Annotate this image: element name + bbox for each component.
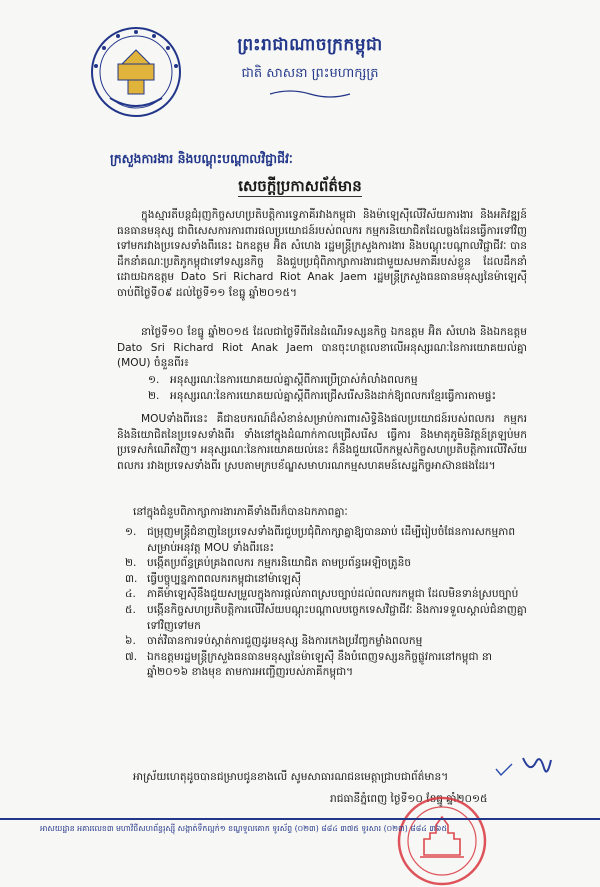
national-motto: ជាតិ សាសនា ព្រះមហាក្សត្រ xyxy=(241,66,379,81)
list-item: ២. បង្កើតប្រព័ន្ធគ្រប់គ្រងពលករ កម្មករនិយោជិត តាមប្រព័ន្ធអេឡិចត្រូនិច xyxy=(125,557,412,570)
official-seal-icon xyxy=(396,795,488,887)
paragraph-agreement-intro: នៅក្នុងជំនួបពិភាក្សាការងារភាគីទាំងពីរក៏បានឯកភាពគ្នាៈ xyxy=(133,506,348,518)
paragraph-signing: នាថ្ងៃទី១០ ខែធ្នូ ឆ្នាំ២០១៥ ដែលជាថ្ងៃទីពីរនៃដំណើរទស្សនកិច្ច ឯកឧត្តម អ៊ិត សំហេង និងឯកឧត្តម Dato Sri Richard Riot Anak Jaem បានចុះហត្ថលេខាលើអនុស្សរណៈនៃការយោគយល់គ្នា (MOU) ចំនួនពីរ៖ xyxy=(117,326,527,370)
document-title: សេចក្តីប្រកាសព័ត៌មាន xyxy=(238,177,362,195)
paragraph-mou-purpose: MOUទាំងពីរនេះ គឺជាឧបករណ៍ដ៏សំខាន់សម្រាប់ការពារសិទ្ធិនិងផលប្រយោជន៍របស់ពលករ កម្មករ និងនិយោជិតនៃប្រទេសទាំងពីរ ទាំងនៅក្នុងដំណាក់កាលជ្រើសរើស ធ្វើការ និងមាតុភូមិនិវត្តន៍ត្រឡប់មកប្រទេសកំណើតវិញ។ អនុស្សរណៈនៃការយោគយល់នេះ ក៏នឹងជួយលើកកម្ពស់កិច្ចសហប្រតិបត្តិការលើវិស័យពលករ រវាងប្រទេសទាំងពីរ ស្របតាមក្របខ័ណ្ឌសមាហរណកម្មសហគមន៍សេដ្ឋកិច្ចអាស៊ានផងដែរ។ xyxy=(117,413,527,472)
ministry-logo xyxy=(88,24,184,120)
ministry-name: ក្រសួងការងារ និងបណ្តុះបណ្តាលវិជ្ជាជីវៈ xyxy=(110,151,293,166)
initial-mark-icon xyxy=(495,763,513,777)
list-item: ៥. បង្កើនកិច្ចសហប្រតិបត្តិការលើវិស័យបណ្តុះបណ្តាលបច្ចេកទេសវិជ្ជាជីវៈ និងការទទួលស្គាល់ជំនាញគ្នាទៅវិញទៅមក xyxy=(125,603,527,632)
mou-list xyxy=(148,373,528,404)
paragraph-closing: អាស្រ័យហេតុដូចបានជម្រាបជូនខាងលើ សូមសាធារណជនមេត្តាជ្រាបជាព័ត៌មាន។ xyxy=(133,771,449,783)
ornament-divider xyxy=(265,88,355,100)
dateline: រាជធានីភ្នំពេញ ថ្ងៃទី១០ ខែធ្នូ ឆ្នាំ២០១៥ xyxy=(330,793,488,805)
agreement-list xyxy=(125,525,530,681)
kingdom-header xyxy=(210,34,410,104)
list-item: ១. អនុស្សរណៈនៃការយោគយល់គ្នាស្តីពីការប្រើប្រាស់កំលាំងពលកម្ម xyxy=(148,374,418,386)
list-item: ៦. ចាត់វិធានការទប់ស្កាត់ការជួញដូរមនុស្ស និងការកេងប្រវ័ញ្ចកម្លាំងពលកម្ម xyxy=(125,635,423,648)
list-item: ៣. ធ្វើបច្ចុប្បន្នភាពពលករកម្ពុជានៅម៉ាឡេស៊ី xyxy=(125,572,301,585)
footer-divider xyxy=(0,818,600,820)
kingdom-name: ព្រះរាជាណាចក្រកម្ពុជា xyxy=(237,35,383,55)
paragraph-intro: ក្នុងស្មារតីបន្តជំរុញកិច្ចសហប្រតិបត្តិការទ្វេភាគីរវាងកម្ពុជា និងម៉ាឡេស៊ីលើវិស័យការងារ និងអភិវឌ្ឍន៍ធនធានមនុស្ស ជាពិសេសការការពារផលប្រយោជន៍របស់ពលករ កម្មករនិយោជិតដែលធ្លងដែនធ្វើការទៅវិញទៅមករវាងប្រទេសទាំងពីរនេះ ឯកឧត្តម អ៊ិត សំហេង រដ្ឋមន្រ្តីក្រសួងការងារ និងបណ្តុះបណ្តាលវិជ្ជាជីវៈ បានដឹកនាំគណៈប្រតិភូកម្ពុជាទៅទស្សនកិច្ច និងជួបប្រជុំពិភាក្សាការងារជាមួយសមភាគីរបស់ខ្លួន ដែលដឹកនាំដោយឯកឧត្តម Dato Sri Richard Riot Anak Jaem រដ្ឋមន្រ្តីក្រសួងធនធានមនុស្សនៃម៉ាឡេស៊ីចាប់ពីថ្ងៃទី០៩ ដល់ថ្ងៃទី១១ ខែធ្នូ ឆ្នាំ២០១៥។ xyxy=(117,209,527,299)
list-item: ៤. ភាគីម៉ាឡេស៊ីនឹងជួយសម្រួលក្នុងការផ្តល់ភាពស្របច្បាប់ដល់ពលករកម្ពុជា ដែលមិនទាន់ស្របច្បាប់ xyxy=(125,588,519,601)
signature-icon xyxy=(520,752,554,782)
footer-address: អាសយដ្ឋាន អគារលេខ៣ មហាវិថីសហព័ន្ធរុស្ស៊ី សង្កាត់ទឹកល្អក់១ ខណ្ឌទួលគោក ទូរស័ព្ទ (០២៣) ៨៨៤ ៣៧៥ ទូរសារ (០២៣) ៨៨៤ ៣៦៥ xyxy=(40,824,447,833)
list-item: ១. ជម្រុញមន្ត្រីជំនាញនៃប្រទេសទាំងពីរជួបប្រជុំពិភាក្សាគ្នាឱ្យបានឆាប់ ដើម្បីរៀបចំផែនការសកម្មភាពសម្រាប់អនុវត្ត MOU ទាំងពីរនេះ xyxy=(125,526,516,554)
list-item: ២. អនុស្សរណៈនៃការយោគយល់គ្នាស្តីពីការជ្រើសរើសនិងដាក់ឱ្យពលករខ្មែរធ្វើការតាមផ្ទះ xyxy=(148,389,497,402)
list-item: ៧. ឯកឧត្តមរដ្ឋមន្ត្រីក្រសួងធនធានមនុស្សនៃម៉ាឡេស៊ី នឹងបំពេញទស្សនកិច្ចផ្លូវការនៅកម្ពុជា នាឆ្នាំ២០១៦ ខាងមុខ តាមការអញ្ជើញរបស់ភាគីកម្ពុជា។ xyxy=(125,650,492,679)
